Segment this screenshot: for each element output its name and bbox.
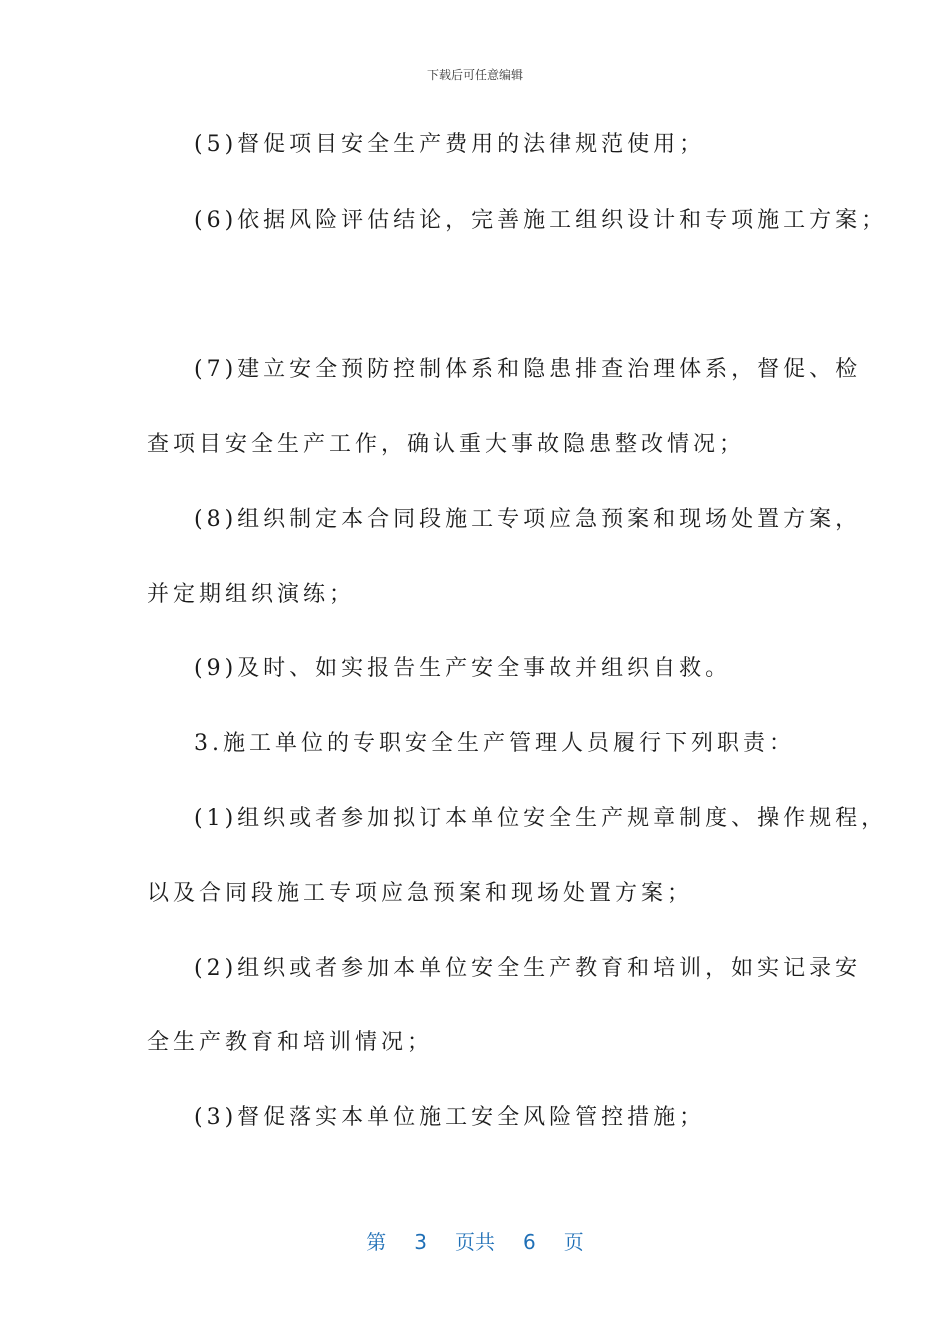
- footer-label-page: 第: [366, 1230, 387, 1254]
- paragraph-line: (3)督促落实本单位施工安全风险管控措施；: [194, 1105, 706, 1130]
- paragraph-line: 查项目安全生产工作，确认重大事故隐患整改情况；: [147, 432, 746, 457]
- paragraph-line: (9)及时、如实报告生产安全事故并组织自救。: [194, 656, 732, 681]
- footer-label-end: 页: [563, 1230, 584, 1254]
- paragraph-line: 全生产教育和培训情况；: [147, 1030, 434, 1055]
- paragraph-line: (6)依据风险评估结论，完善施工组织设计和专项施工方案；: [194, 208, 888, 233]
- footer-current-page: 3: [414, 1230, 427, 1254]
- paragraph-line: 以及合同段施工专项应急预案和现场处置方案；: [147, 881, 694, 906]
- paragraph-line: (2)组织或者参加本单位安全生产教育和培训，如实记录安: [194, 956, 862, 981]
- page-header: 下载后可任意编辑: [426, 68, 523, 82]
- footer-total-pages: 6: [523, 1230, 536, 1254]
- paragraph-line: 3.施工单位的专职安全生产管理人员履行下列职责：: [194, 731, 795, 756]
- paragraph-line: (1)组织或者参加拟订本单位安全生产规章制度、操作规程，: [194, 806, 888, 831]
- paragraph-line: (5)督促项目安全生产费用的法律规范使用；: [194, 132, 706, 157]
- footer-label-of: 页共: [455, 1230, 495, 1254]
- paragraph-line: (8)组织制定本合同段施工专项应急预案和现场处置方案，: [194, 507, 862, 532]
- paragraph-line: (7)建立安全预防控制体系和隐患排查治理体系，督促、检: [194, 357, 862, 382]
- paragraph-line: 并定期组织演练；: [147, 582, 356, 607]
- page-footer: [0, 1226, 950, 1255]
